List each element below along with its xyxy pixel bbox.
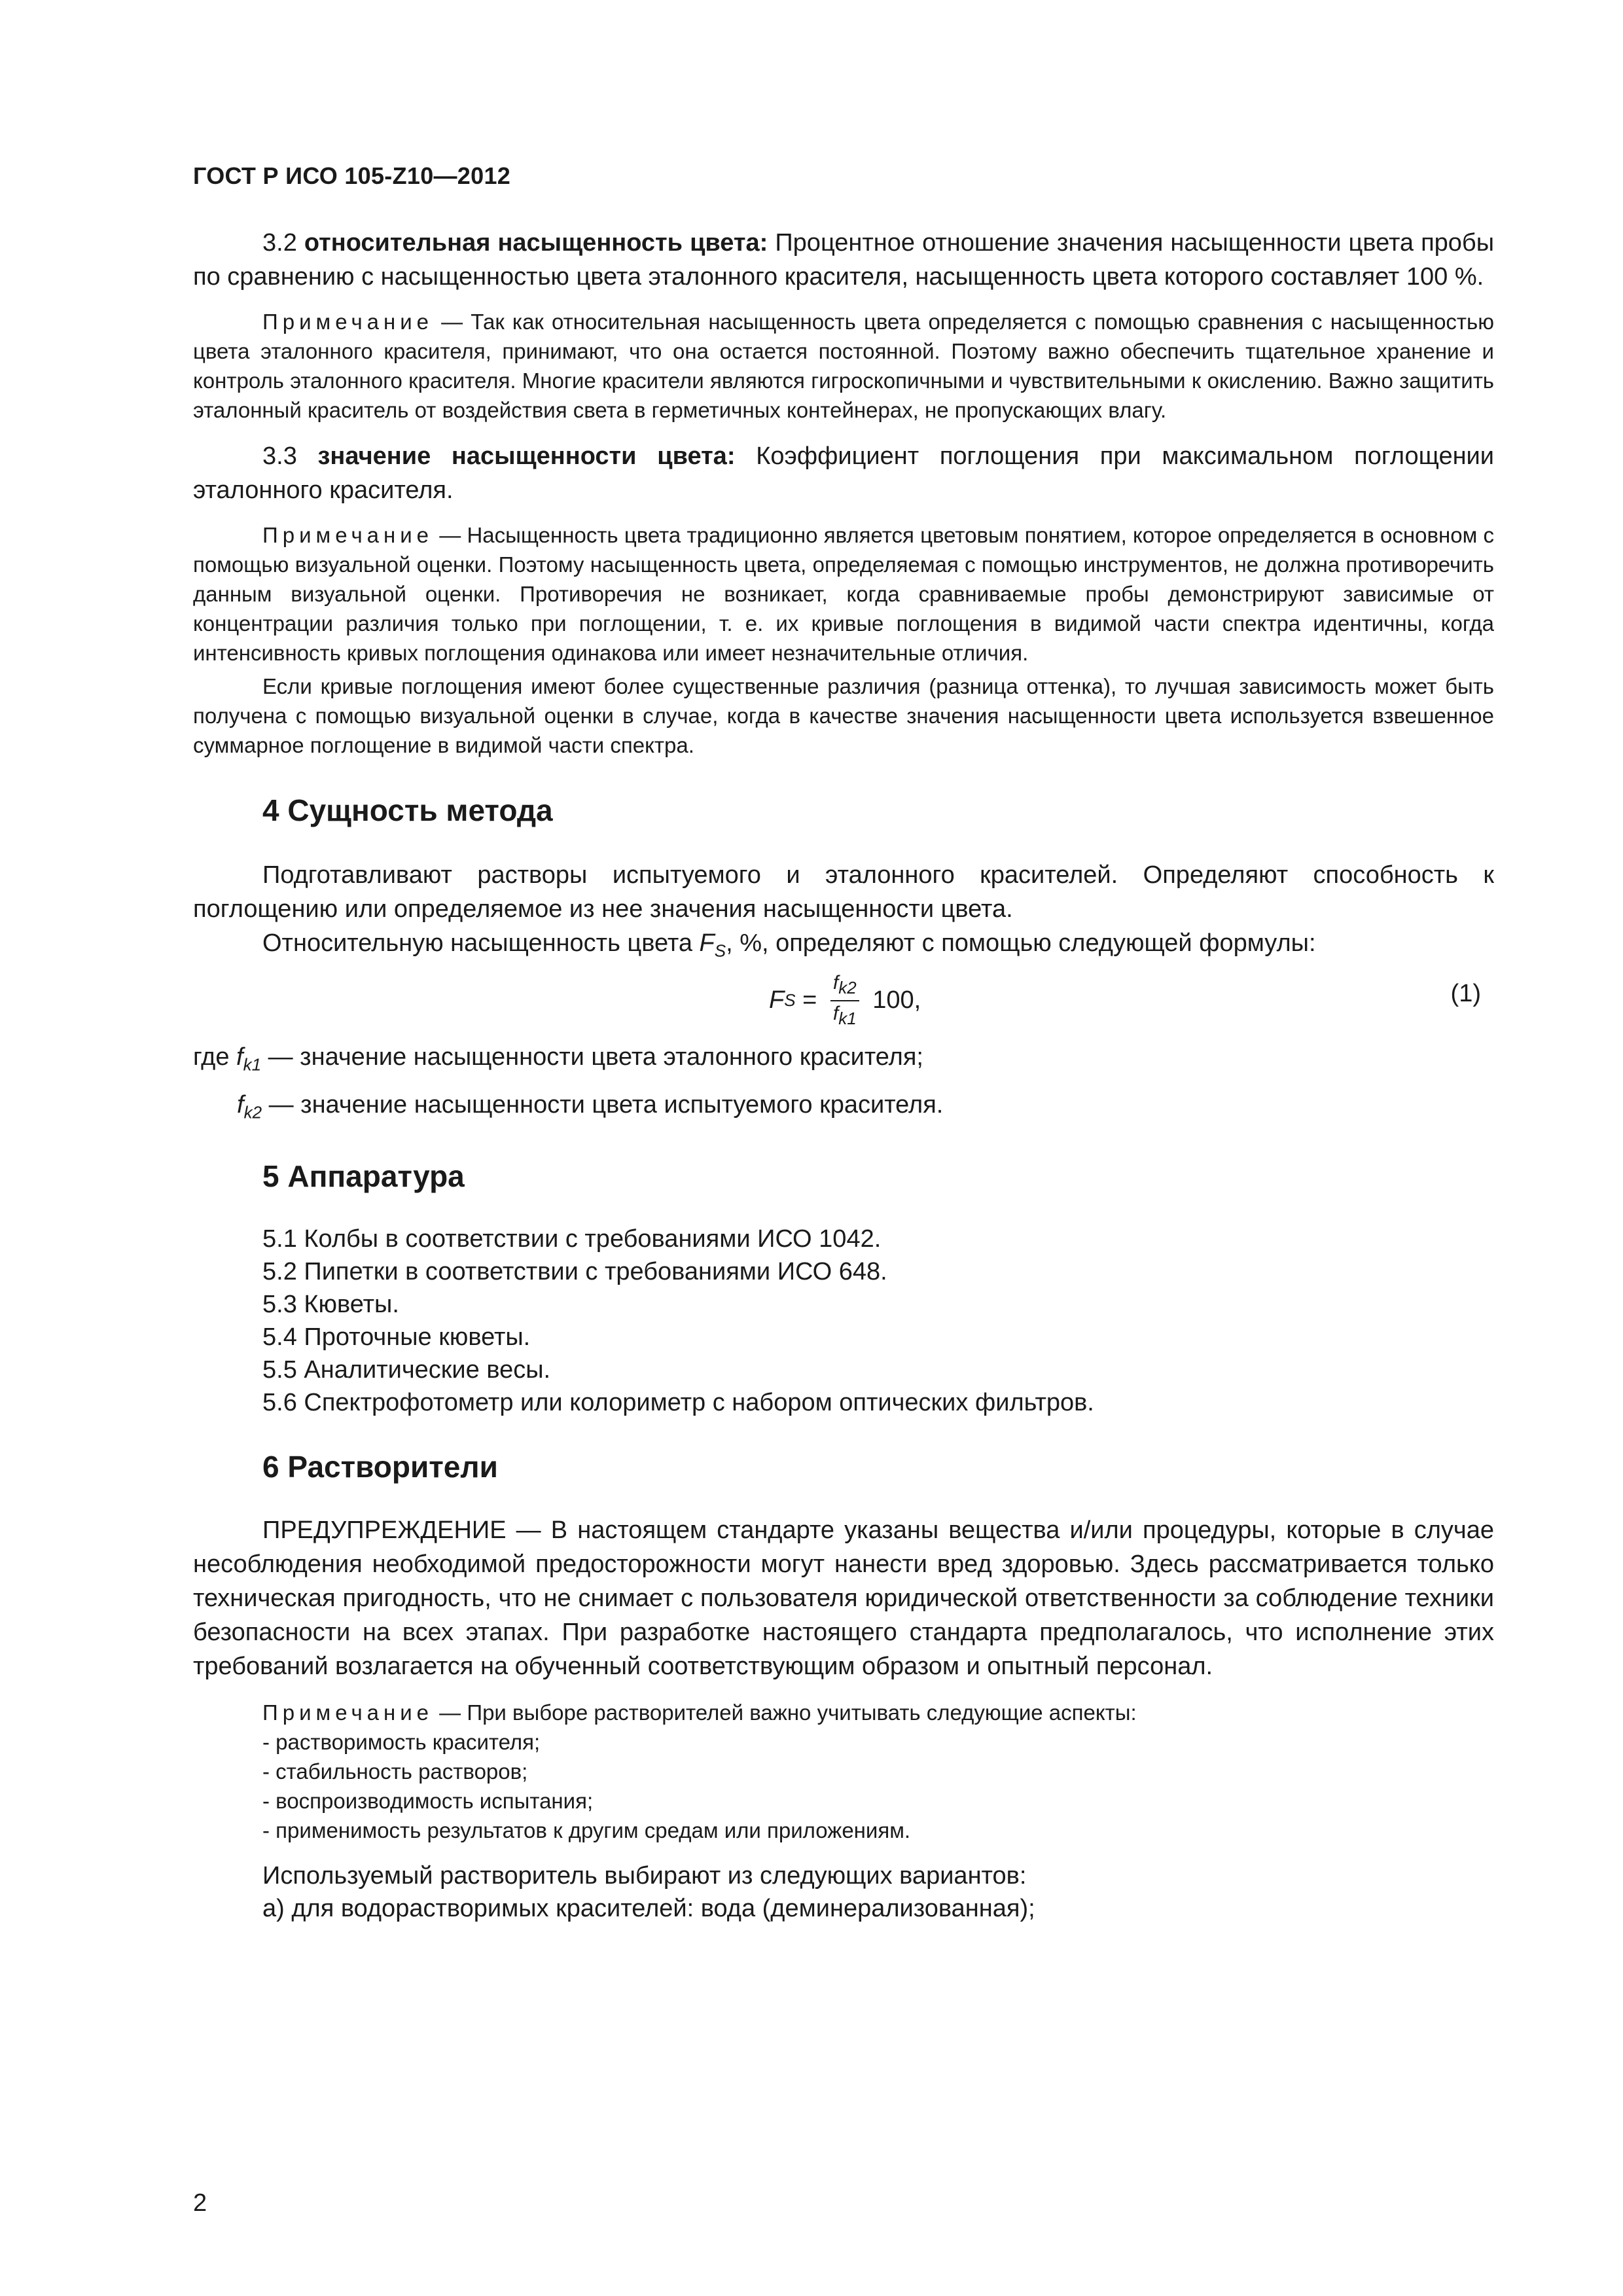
formula-number: (1) [1450,979,1481,1007]
solvent-choice: Используемый растворитель выбирают из следующих вариантов: [262,1861,1027,1890]
list-item: 5.6 Спектрофотометр или колориметр с набором оптических фильтров. [262,1388,1094,1416]
note-text: — Так как относительная насыщенность цвета определяется с помощью сравнения с насыщенностью цвета эталонного красителя, принимают, что она остается постоянной. Поэтому важно обеспечить тщательное хранение и контроль эталонного красителя. Многие красители являются гигроскопичными и чувствительными к окислению. Важно защитить эталонный краситель от воздействия света в герметичных контейнерах, не пропускающих влагу. [193,310,1494,422]
list-item: 5.5 Аналитические весы. [262,1355,551,1384]
page-number: 2 [193,2189,207,2217]
clause-3-2 [193,226,1494,294]
list-item: 5.3 Кюветы. [262,1290,399,1318]
section-4-para-1: Подготавливают растворы испытуемого и эталонного красителей. Определяют способность к поглощению или определяемое из нее значения насыщенности цвета. [193,861,1494,923]
document-header: ГОСТ Р ИСО 105-Z10—2012 [193,162,511,189]
apparatus-list [193,1223,1494,1419]
note-label: Примечание [262,523,434,547]
formula-fraction: $\frac{f_{k2}}{f_{k1}}$ [830,972,859,1030]
aspects-list [193,1727,1494,1845]
list-item: 5.1 Колбы в соответствии с требованиями ИСО 1042. [262,1225,882,1253]
list-item: - стабильность растворов; [262,1759,528,1784]
term: относительная насыщенность цвета: [304,229,768,257]
warning-paragraph: ПРЕДУПРЕЖДЕНИЕ — В настоящем стандарте указаны вещества и/или процедуры, которые в случае несоблюдения необходимой предосторожности могут нанести вред здоровью. Здесь рассматривается только техническая пригодность, что не снимает с пользователя юридической ответственности за соблюдение техники безопасности на всех этапах. При разработке настоящего стандарта предполагалось, что исполнение этих требований возлагается на обученный соответствующим образом и опытный персонал. [193,1516,1494,1680]
formula-body: F S = $\frac{f_{k2}}{f_{k1}}$ 100, [769,971,921,1028]
formula-1 [193,968,1494,1033]
clause-3-3 [193,439,1494,507]
list-item: 5.4 Проточные кюветы. [262,1323,531,1351]
definition: Процентное отношение значения насыщенности цвета пробы по сравнению с насыщенностью цвета эталонного красителя, насыщенность цвета которого составляет 100 %. [193,229,1495,291]
note-text: — При выборе растворителей важно учитывать следующие аспекты: [433,1700,1137,1725]
list-item: - растворимость красителя; [262,1729,541,1754]
note-3-2 [193,307,1494,425]
note-3-3-cont: Если кривые поглощения имеют более существенные различия (разница оттенка), то лучшая зависимость может быть получена с помощью визуальной оценки в случае, когда в качестве значения насыщенности цвета используется взвешенное суммарное поглощение в видимой части спектра. [193,674,1494,757]
note-solvents [193,1698,1494,1727]
list-item: - применимость результатов к другим средам или приложениям. [262,1818,911,1842]
list-item: 5.2 Пипетки в соответствии с требованиями ИСО 648. [262,1257,887,1285]
where-line-2: $f_{k2}$ — значение насыщенности цвета испытуемого красителя. [237,1091,944,1122]
note-text: — Насыщенность цвета традиционно является цветовым понятием, которое определяется в основном с помощью визуальной оценки. Поэтому насыщенность цвета, определяемая с помощью инструментов, не должна противоречить данным визуальной оценки. Противоречия не возникает, когда сравниваемые пробы демонстрируют зависимые от концентрации различия только при поглощении, т. е. их кривые поглощения в видимой части спектра идентичны, когда интенсивность кривых поглощения одинакова или имеет незначительные отличия. [193,523,1494,665]
section-6-heading: 6 Растворители [262,1449,498,1484]
definition: Коэффициент поглощения при максимальном поглощении эталонного красителя. [193,442,1495,504]
where-line-1: где $f_{k1}$ — значение насыщенности цвета эталонного красителя; [193,1043,923,1075]
list-item: - воспроизводимость испытания; [262,1788,594,1813]
term: значение насыщенности цвета: [317,442,736,470]
section-4-heading: 4 Сущность метода [262,793,553,827]
section-5-heading: 5 Аппаратура [262,1158,465,1193]
clause-number: 3.2 [262,229,297,257]
note-3-3 [193,520,1494,668]
option-a: а) для водорастворимых красителей: вода (деминерализованная); [262,1894,1035,1922]
section-4-para-2: Относительную насыщенность цвета $F_S$, %, определяют с помощью следующей формулы: [262,929,1316,961]
page-content [193,226,1494,1925]
clause-number: 3.3 [262,442,297,470]
note-label: Примечание [262,1700,434,1725]
note-label: Примечание [262,310,434,334]
